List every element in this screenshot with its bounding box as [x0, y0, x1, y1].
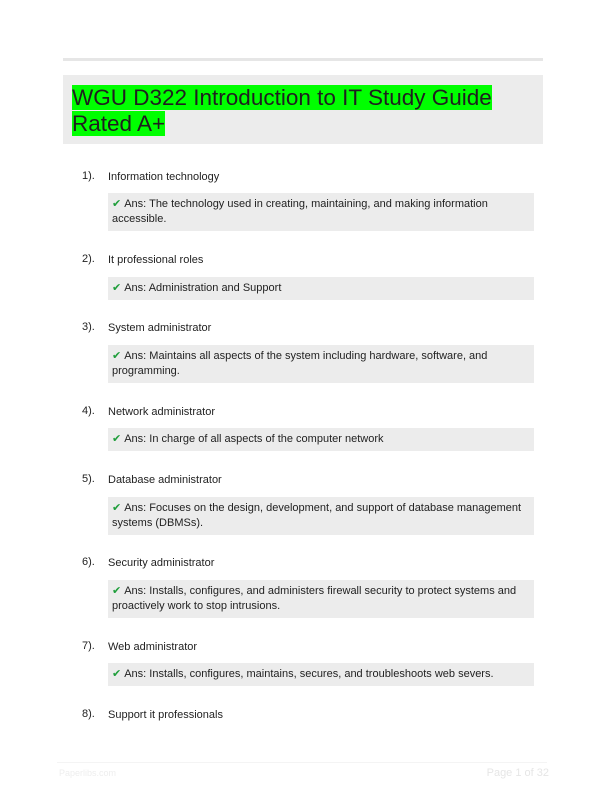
- check-icon: ✔: [112, 668, 122, 680]
- question-text: Security administrator: [108, 557, 215, 569]
- answer-box: [108, 428, 534, 451]
- answer-prefix: Ans:: [124, 198, 147, 210]
- answer-box: [108, 345, 534, 383]
- answer-text: Installs, configures, maintains, secures, and troubleshoots web severs.: [149, 668, 494, 680]
- answer-prefix: Ans:: [124, 585, 147, 597]
- question-number: 5).: [82, 473, 95, 485]
- question-number: 7).: [82, 640, 95, 652]
- check-icon: ✔: [112, 198, 122, 210]
- top-divider: [63, 58, 543, 61]
- question-text: System administrator: [108, 322, 212, 334]
- answer-prefix: Ans:: [124, 502, 147, 514]
- answer-box: [108, 277, 534, 300]
- answer-box: [108, 193, 534, 231]
- question-number: 1).: [82, 170, 95, 182]
- question-number: 2).: [82, 253, 95, 265]
- question-text: Database administrator: [108, 474, 222, 486]
- answer-text: The technology used in creating, maintaining, and making information accessible.: [112, 198, 488, 225]
- answer-box: [108, 580, 534, 618]
- question-text: Support it professionals: [108, 709, 223, 721]
- question-text: Information technology: [108, 171, 220, 183]
- answer-prefix: Ans:: [124, 282, 147, 294]
- question-number: 8).: [82, 708, 95, 720]
- check-icon: ✔: [112, 502, 122, 514]
- answer-text: Focuses on the design, development, and support of database management systems (DBMSs).: [112, 502, 522, 529]
- page-title: WGU D322 Introduction to IT Study Guide Rated A+: [72, 85, 492, 136]
- answer-box: [108, 497, 534, 535]
- question-number: 3).: [82, 321, 95, 333]
- question-text: It professional roles: [108, 254, 204, 266]
- check-icon: ✔: [112, 585, 122, 597]
- answer-text: Maintains all aspects of the system including hardware, software, and programming.: [112, 350, 488, 377]
- question-number: 4).: [82, 405, 95, 417]
- answer-box: [108, 663, 534, 686]
- answer-text: Administration and Support: [148, 282, 282, 294]
- check-icon: ✔: [112, 350, 122, 362]
- title-banner: [63, 75, 543, 144]
- footer-page-number: Page 1 of 32: [486, 767, 549, 779]
- answer-text: In charge of all aspects of the computer network: [149, 433, 384, 445]
- check-icon: ✔: [112, 282, 122, 294]
- question-text: Web administrator: [108, 641, 198, 653]
- answer-text: Installs, configures, and administers firewall security to protect systems and proactively work to stop intrusions.: [112, 585, 517, 612]
- footer-divider: [57, 762, 547, 763]
- question-text: Network administrator: [108, 406, 215, 418]
- answer-prefix: Ans:: [124, 350, 147, 362]
- footer-site: Paperlibs.com: [59, 768, 117, 778]
- question-number: 6).: [82, 556, 95, 568]
- answer-prefix: Ans:: [124, 668, 147, 680]
- answer-prefix: Ans:: [124, 433, 147, 445]
- check-icon: ✔: [112, 433, 122, 445]
